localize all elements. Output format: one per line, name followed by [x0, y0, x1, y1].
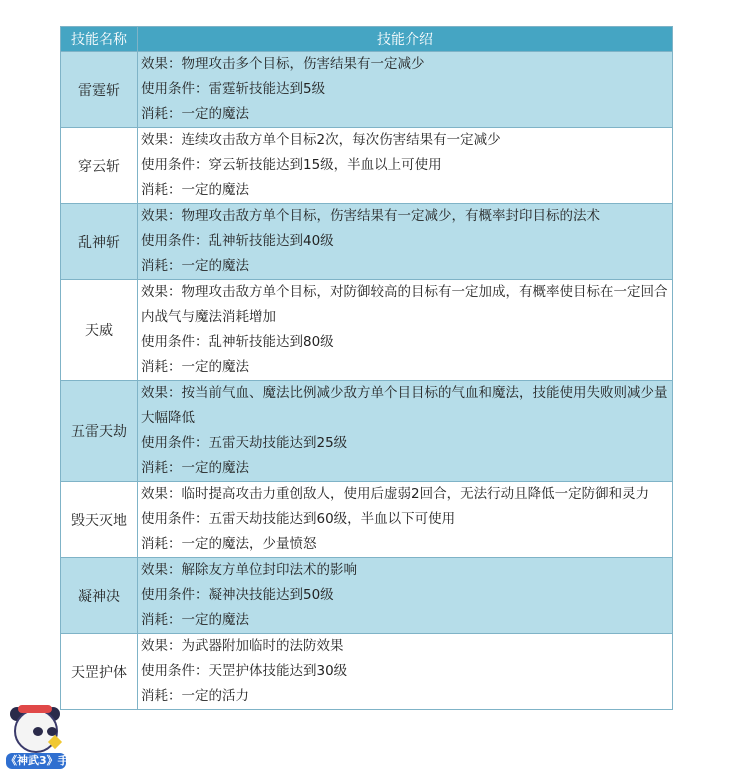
skill-cost: 消耗：一定的活力: [141, 688, 249, 704]
skill-name: 毁天灭地: [61, 482, 138, 558]
skill-description: [138, 128, 673, 204]
skill-cost: 消耗：一定的魔法: [141, 258, 249, 274]
skill-cost: 消耗：一定的魔法，少量愤怒: [141, 536, 317, 552]
skill-effect: 效果：按当前气血、魔法比例减少敌方单个目目标的气血和魔法，技能使用失败则减少量大幅降低: [141, 385, 668, 426]
skill-description: [138, 634, 673, 710]
skill-description: [138, 482, 673, 558]
header-skill-intro: 技能介绍: [138, 27, 673, 52]
game-logo: [6, 707, 80, 771]
skill-condition: 使用条件：乱神斩技能达到80级: [141, 334, 334, 350]
table-row: [61, 204, 673, 280]
skill-condition: 使用条件：五雷天劫技能达到60级，半血以下可使用: [141, 511, 456, 527]
skill-cost: 消耗：一定的魔法: [141, 359, 249, 375]
skill-effect: 效果：解除友方单位封印法术的影响: [141, 562, 357, 578]
table-row: [61, 52, 673, 128]
skill-name: 乱神斩: [61, 204, 138, 280]
skill-condition: 使用条件：凝神决技能达到50级: [141, 587, 334, 603]
skill-condition: 使用条件：天罡护体技能达到30级: [141, 663, 348, 679]
skill-condition: 使用条件：雷霆斩技能达到5级: [141, 81, 326, 97]
skill-condition: 使用条件：穿云斩技能达到15级，半血以上可使用: [141, 157, 442, 173]
skill-description: [138, 558, 673, 634]
skill-name: 天威: [61, 280, 138, 381]
header-skill-name: 技能名称: [61, 27, 138, 52]
skill-cost: 消耗：一定的魔法: [141, 612, 249, 628]
skill-effect: 效果：物理攻击多个目标，伤害结果有一定减少: [141, 56, 425, 72]
skill-table: [60, 26, 673, 710]
skill-cost: 消耗：一定的魔法: [141, 182, 249, 198]
skill-effect: 效果：物理攻击敌方单个目标，伤害结果有一定减少，有概率封印目标的法术: [141, 208, 600, 224]
panda-eye-icon: [33, 727, 43, 736]
skill-effect: 效果：临时提高攻击力重创敌人，使用后虚弱2回合，无法行动且降低一定防御和灵力: [141, 486, 650, 502]
skill-name: 凝神决: [61, 558, 138, 634]
skill-cost: 消耗：一定的魔法: [141, 460, 249, 476]
skill-name: 雷霆斩: [61, 52, 138, 128]
table-row: [61, 280, 673, 381]
table-row: [61, 558, 673, 634]
table-header-row: [61, 27, 673, 52]
panda-hat-icon: [18, 705, 52, 713]
table-row: [61, 381, 673, 482]
skill-name: 天罡护体: [61, 634, 138, 710]
table-row: [61, 634, 673, 710]
logo-text: 《神武3》手游: [6, 754, 80, 767]
skill-effect: 效果：物理攻击敌方单个目标，对防御较高的目标有一定加成，有概率使目标在一定回合内战气与魔法消耗增加: [141, 284, 668, 325]
skill-description: [138, 52, 673, 128]
table-row: [61, 482, 673, 558]
skill-condition: 使用条件：乱神斩技能达到40级: [141, 233, 334, 249]
skill-name: 穿云斩: [61, 128, 138, 204]
table-row: [61, 128, 673, 204]
skill-effect: 效果：为武器附加临时的法防效果: [141, 638, 344, 654]
skill-condition: 使用条件：五雷天劫技能达到25级: [141, 435, 348, 451]
skill-description: [138, 381, 673, 482]
skill-description: [138, 204, 673, 280]
skill-name: 五雷天劫: [61, 381, 138, 482]
skill-description: [138, 280, 673, 381]
skill-cost: 消耗：一定的魔法: [141, 106, 249, 122]
skill-effect: 效果：连续攻击敌方单个目标2次，每次伤害结果有一定减少: [141, 132, 501, 148]
